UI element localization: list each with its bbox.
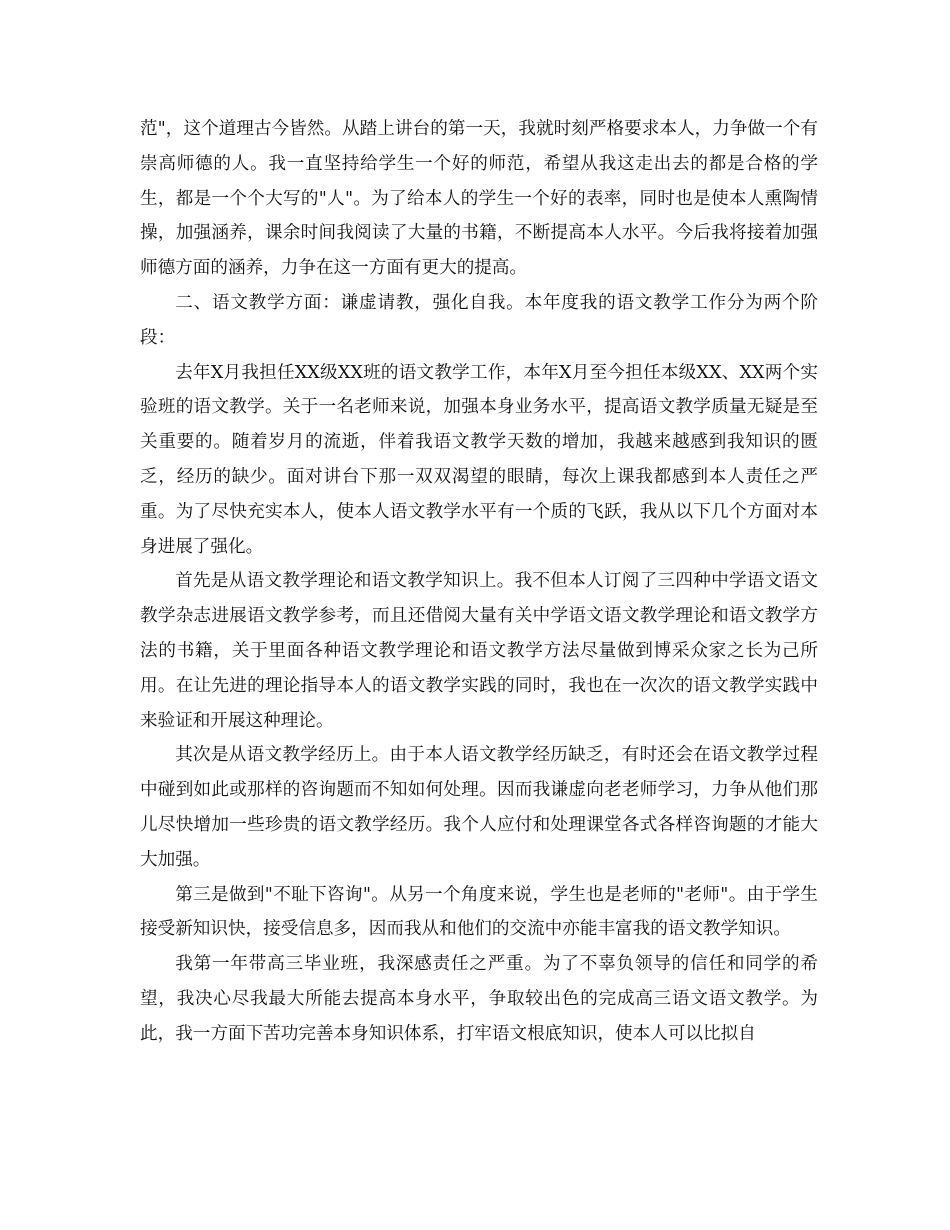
- paragraph-7: 我第一年带高三毕业班，我深感责任之严重。为了不辜负领导的信任和同学的希望，我决心尽我最大所能去提高本身水平，争取较出色的完成高三语文语文教学。为此，我一方面下苦功完善本身知识体系，打牢语文根底知识，使本人可以比拟自: [140, 954, 818, 1044]
- document-page: [140, 112, 818, 1052]
- paragraph-6: 第三是做到"不耻下咨询"。从另一个角度来说，学生也是老师的"老师"。由于学生接受新知识快，接受信息多，因而我从和他们的交流中亦能丰富我的语文教学知识。: [140, 884, 818, 940]
- paragraph-4: 首先是从语文教学理论和语文教学知识上。我不但本人订阅了三四种中学语文语文教学杂志进展语文教学参考，而且还借阅大量有关中学语文语文教学理论和语文教学方法的书籍，关于里面各种语文教学理论和语文教学方法尽量做到博采众家之长为己所用。在让先进的理论指导本人的语文教学实践的同时，我也在一次次的语文教学实践中来验证和开展这种理论。: [140, 571, 818, 731]
- paragraph-2: 二、语文教学方面：谦虚请教，强化自我。本年度我的语文教学工作分为两个阶段：: [140, 292, 818, 348]
- paragraph-3: 去年X月我担任XX级XX班的语文教学工作，本年X月至今担任本级XX、XX两个实验班的语文教学。关于一名老师来说，加强本身业务水平，提高语文教学质量无疑是至关重要的。随着岁月的流逝，伴着我语文教学天数的增加，我越来越感到我知识的匮乏，经历的缺少。面对讲台下那一双双渴望的眼睛，每次上课我都感到本人责任之严重。为了尽快充实本人，使本人语文教学水平有一个质的飞跃，我从以下几个方面对本身进展了强化。: [140, 362, 818, 557]
- paragraph-1: 范"，这个道理古今皆然。从踏上讲台的第一天，我就时刻严格要求本人，力争做一个有崇高师德的人。我一直坚持给学生一个好的师范，希望从我这走出去的都是合格的学生，都是一个个大写的"人"。为了给本人的学生一个好的表率，同时也是使本人熏陶情操，加强涵养，课余时间我阅读了大量的书籍，不断提高本人水平。今后我将接着加强师德方面的涵养，力争在这一方面有更大的提高。: [140, 119, 818, 279]
- paragraph-5: 其次是从语文教学经历上。由于本人语文教学经历缺乏，有时还会在语文教学过程中碰到如此或那样的咨询题而不知如何处理。因而我谦虚向老老师学习，力争从他们那儿尽快增加一些珍贵的语文教学经历。我个人应付和处理课堂各式各样咨询题的才能大大加强。: [140, 745, 818, 870]
